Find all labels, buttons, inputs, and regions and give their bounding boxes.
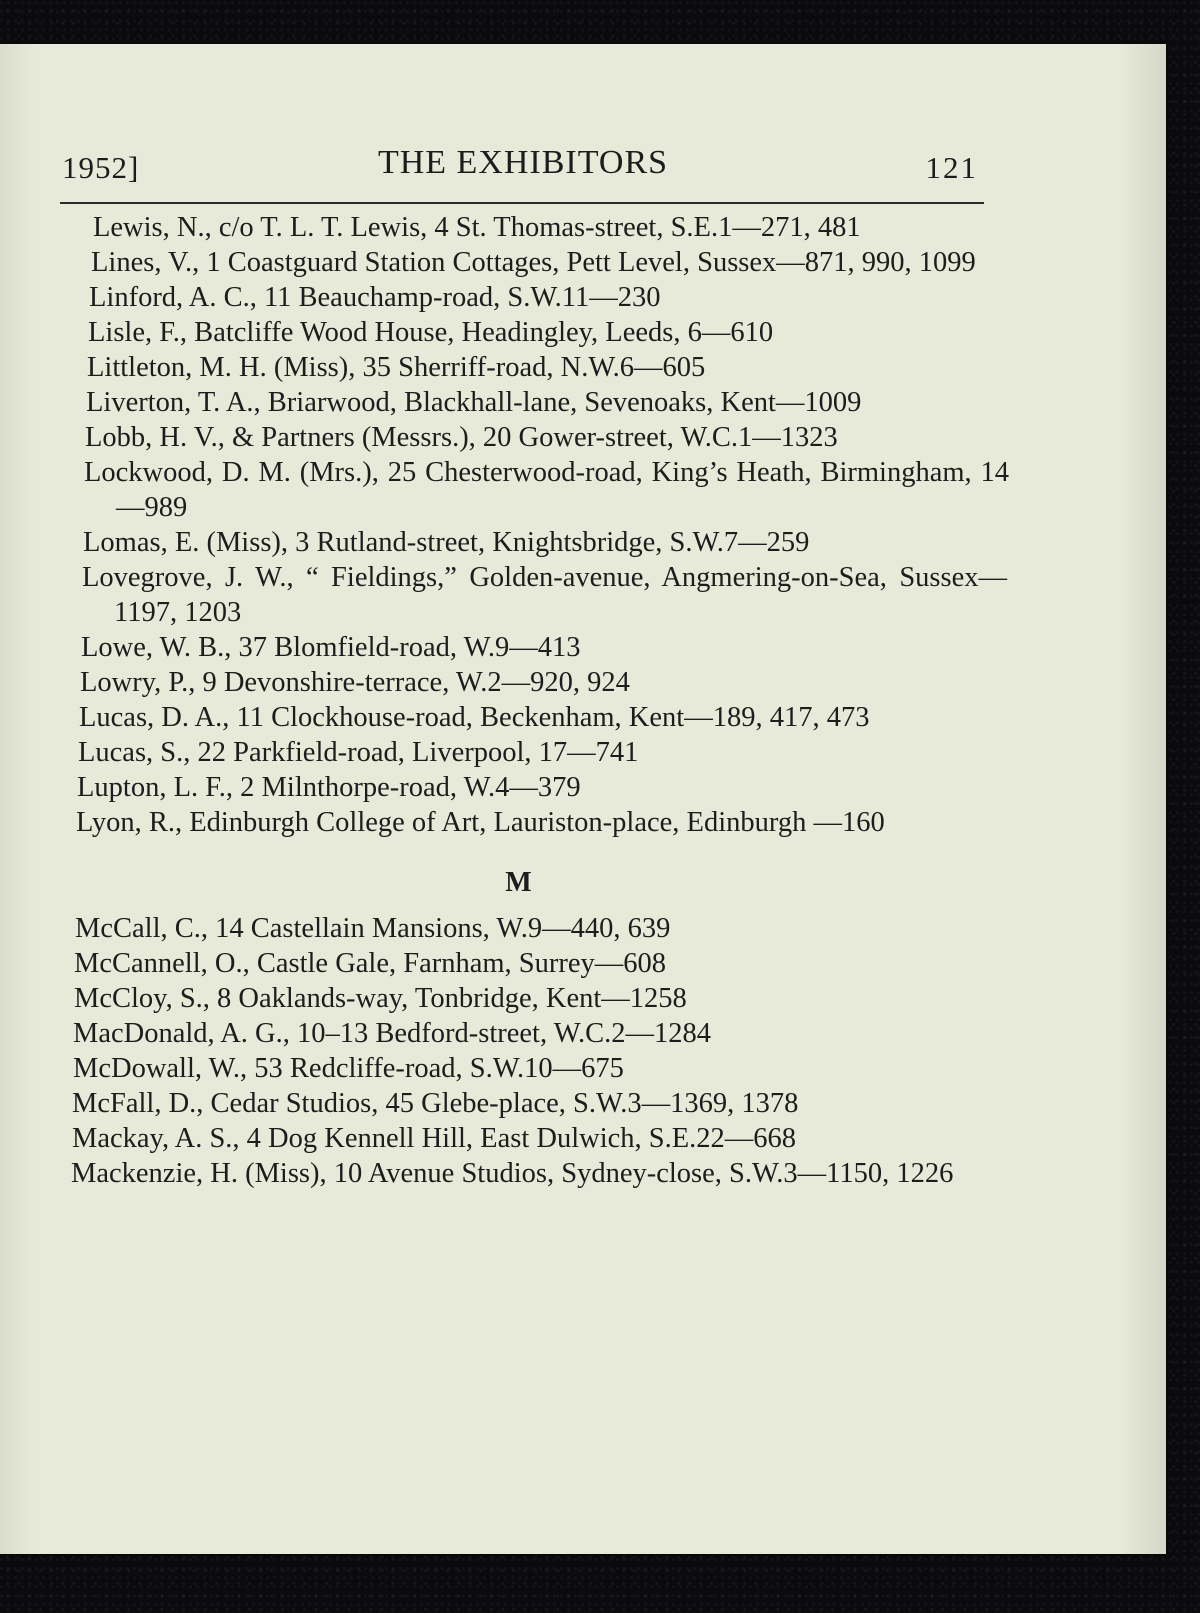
list-item: Lobb, H. V., & Partners (Messrs.), 20 Gower-street, W.C.1—1323 bbox=[85, 422, 838, 453]
header-year: 1952] bbox=[62, 150, 140, 185]
list-item: Lucas, S., 22 Parkfield-road, Liverpool, 17—741 bbox=[78, 737, 639, 768]
list-item: Lines, V., 1 Coastguard Station Cottages, Pett Level, Sussex—871, 990, 1099 bbox=[91, 247, 976, 278]
list-item: Littleton, M. H. (Miss), 35 Sherriff-road, N.W.6—605 bbox=[87, 352, 706, 383]
list-item: Lowry, P., 9 Devonshire-terrace, W.2—920, 924 bbox=[80, 667, 630, 698]
list-item: Lucas, D. A., 11 Clockhouse-road, Beckenham, Kent—189, 417, 473 bbox=[79, 702, 870, 733]
list-item: McCannell, O., Castle Gale, Farnham, Surrey—608 bbox=[74, 948, 667, 979]
list-item: Lisle, F., Batcliffe Wood House, Headingley, Leeds, 6—610 bbox=[88, 317, 774, 348]
list-item: Liverton, T. A., Briarwood, Blackhall-lane, Sevenoaks, Kent—1009 bbox=[86, 387, 862, 418]
list-item: Lomas, E. (Miss), 3 Rutland-street, Knightsbridge, S.W.7—259 bbox=[83, 527, 810, 558]
list-item: Lockwood, D. M. (Mrs.), 25 Chesterwood-road, King’s Heath, Birmingham, 14—989 bbox=[84, 457, 1009, 523]
list-item: Mackay, A. S., 4 Dog Kennell Hill, East Dulwich, S.E.22—668 bbox=[72, 1123, 797, 1154]
list-item: McFall, D., Cedar Studios, 45 Glebe-place, S.W.3—1369, 1378 bbox=[72, 1088, 799, 1119]
list-item: Linford, A. C., 11 Beauchamp-road, S.W.11—230 bbox=[89, 282, 661, 313]
book-page bbox=[0, 44, 1166, 1554]
list-item: McCall, C., 14 Castellain Mansions, W.9—440, 639 bbox=[75, 913, 671, 944]
list-item: Lewis, N., c/o T. L. T. Lewis, 4 St. Thomas-street, S.E.1—271, 481 bbox=[93, 212, 861, 243]
header-rule bbox=[60, 202, 984, 204]
running-head bbox=[62, 144, 984, 192]
list-item: McDowall, W., 53 Redcliffe-road, S.W.10—675 bbox=[73, 1053, 624, 1084]
page-number: 121 bbox=[925, 150, 978, 185]
list-item: MacDonald, A. G., 10–13 Bedford-street, W.C.2—1284 bbox=[73, 1018, 712, 1049]
list-item: Lyon, R., Edinburgh College of Art, Lauriston-place, Edinburgh —160 bbox=[76, 807, 885, 838]
list-item: McCloy, S., 8 Oaklands-way, Tonbridge, Kent—1258 bbox=[74, 983, 687, 1014]
list-item: Mackenzie, H. (Miss), 10 Avenue Studios, Sydney-close, S.W.3—1150, 1226 bbox=[71, 1158, 954, 1189]
exhibitor-list bbox=[0, 210, 1166, 1191]
list-item: Lupton, L. F., 2 Milnthorpe-road, W.4—379 bbox=[77, 772, 581, 803]
list-item: Lovegrove, J. W., “ Fieldings,” Golden-avenue, Angmering-on-Sea, Sussex—1197, 1203 bbox=[82, 562, 1007, 628]
list-item: Lowe, W. B., 37 Blomfield-road, W.9—413 bbox=[81, 632, 581, 663]
header-title: THE EXHIBITORS bbox=[377, 144, 669, 181]
section-letter: M bbox=[505, 867, 532, 898]
